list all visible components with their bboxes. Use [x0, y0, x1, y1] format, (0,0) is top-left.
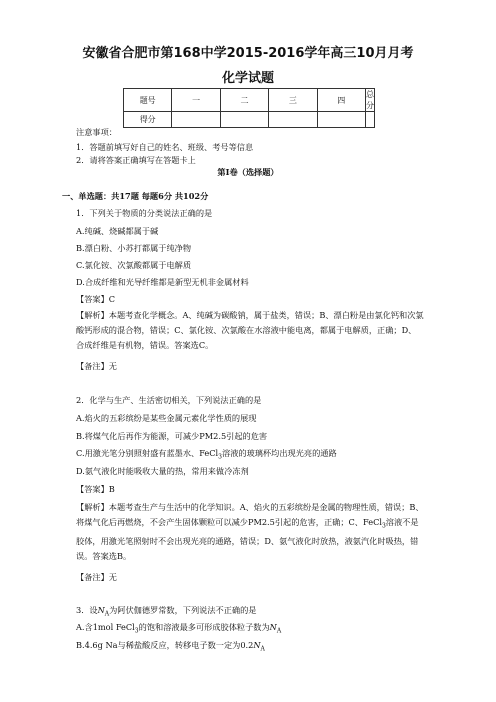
- score-table: [123, 88, 375, 128]
- option-b: B.漂白粉、小苏打都属于纯净物: [76, 243, 192, 253]
- answer: 【答案】B: [76, 484, 115, 494]
- exam-title: 安徽省合肥市第168中学2015-2016学年高三10月月考: [82, 46, 414, 61]
- analysis: 【解析】本题考查化学概念。A、纯碱为碳酸钠，属于盐类，错误；B、漂白粉是由氯化钙和次氯酸钙形成的混合物，错误；C、氯化铵、次氯酸在水溶液中能电离，都属于电解质，正确；D、合成纤维是有机物，错误。答案选C。: [76, 310, 424, 350]
- score-cell: [172, 112, 220, 128]
- score-table-header-row: [124, 89, 375, 112]
- question-stem: [76, 605, 257, 618]
- subscript: 3: [381, 522, 386, 530]
- option-a-text: 的饱和溶液最多可形成胶体粒子数为: [138, 622, 270, 632]
- question-stem: 2．化学与生产、生活密切相关，下列说法正确的是: [76, 395, 262, 405]
- note: 【备注】无: [76, 361, 117, 371]
- option-c: C.氯化铵、次氯酸都属于电解质: [76, 260, 192, 270]
- option-b: B.将煤气化后再作为能源，可减少PM2.5引起的危害: [76, 431, 268, 441]
- option-d: D.合成纤维和光导纤维都是新型无机非金属材料: [76, 277, 249, 287]
- score-cell: [220, 112, 268, 128]
- score-header-cell: 一: [172, 89, 220, 112]
- score-row-label: 得分: [124, 112, 172, 128]
- score-cell: [317, 112, 365, 128]
- option-a: A.焰火的五彩缤纷是某些金属元素化学性质的展现: [76, 413, 257, 423]
- subscript: 3: [134, 627, 139, 635]
- option-b-text: B.4.6g Na与稀盐酸反应，转移电子数一定为0.2: [76, 640, 254, 650]
- answer: 【答案】C: [76, 294, 116, 304]
- subscript: 3: [218, 453, 222, 461]
- constant-na: N: [97, 605, 105, 615]
- score-header-cell: 题号: [124, 89, 172, 112]
- option-c: [76, 448, 337, 461]
- option-a-text: A.含1mol FeCl: [76, 622, 135, 632]
- option-b: [76, 640, 265, 653]
- exam-subtitle: 化学试题: [221, 71, 274, 86]
- subscript: A: [104, 610, 110, 618]
- analysis: [76, 500, 424, 564]
- note: 【备注】无: [76, 572, 117, 582]
- score-header-cell: 四: [317, 89, 365, 112]
- constant-na: N: [253, 640, 261, 650]
- option-a: A.纯碱、烧碱都属于碱: [76, 226, 159, 236]
- score-cell: [365, 112, 374, 128]
- notice-item: 1．答题前填写好自己的姓名、班级、考号等信息: [76, 142, 254, 152]
- stem-text: 为阿伏伽德罗常数，下列说法不正确的是: [109, 605, 257, 615]
- score-cell: [269, 112, 317, 128]
- score-table-score-row: [124, 112, 375, 128]
- stem-text: 3．设: [76, 605, 98, 615]
- section-title: 一、单选题：共17题 每题6分 共102分: [62, 191, 209, 201]
- question-stem: 1．下列关于物质的分类说法正确的是: [76, 208, 213, 218]
- subscript: A: [276, 627, 282, 635]
- option-d: D.氨气液化时能吸收大量的热，常用来做冷冻剂: [76, 466, 249, 476]
- option-c-text: C.用激光笔分别照射盛有蓝墨水、FeCl: [76, 448, 219, 458]
- score-header-cell: 二: [220, 89, 268, 112]
- notice-item: 2．请将答案正确填写在答题卡上: [76, 155, 196, 165]
- analysis-text: 溶液不是胶体，用激光笔照射时不会出现光亮的通路，错误；D、氨气液化时放热，液氨汽化时吸热，错误。答案选B。: [76, 517, 419, 561]
- option-a: [76, 622, 281, 635]
- volume-title: 第I卷（选择题）: [217, 167, 279, 177]
- analysis-text: 【解析】本题考查生产与生活中的化学知识。A、焰火的五彩缤纷是金属的物理性质，错误；B、将煤气化后再燃烧，不会产生固体颗粒可以减少PM2.5引起的危害，正确；C、FeCl: [76, 502, 424, 527]
- subscript: A: [260, 645, 265, 653]
- option-c-text: 溶液的玻璃杯均出现光亮的通路: [222, 448, 337, 458]
- score-header-cell: 三: [269, 89, 317, 112]
- notice-heading: 注意事项：: [76, 127, 117, 137]
- constant-na: N: [269, 622, 277, 632]
- score-header-cell: 总分: [365, 90, 374, 110]
